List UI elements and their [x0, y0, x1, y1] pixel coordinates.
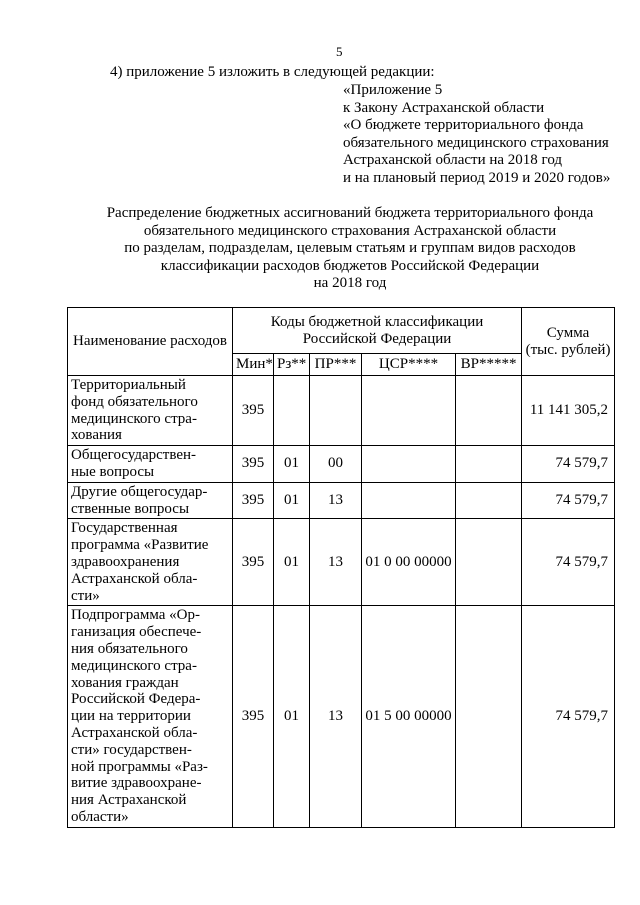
row-name-line: хования [71, 427, 122, 444]
row-name [68, 376, 233, 446]
row-name-line: области» [71, 808, 129, 825]
table-row [68, 519, 615, 606]
title-line: на 2018 год [313, 275, 387, 291]
row-name-line: ственные вопросы [71, 500, 190, 517]
row-name-line: здравоохранения [71, 553, 180, 570]
header-sum-label: Сумма [546, 324, 590, 341]
row-min: 395 [233, 482, 274, 519]
row-name-line: ции на территории [71, 708, 191, 725]
row-sum: 11 141 305,2 [522, 376, 615, 446]
row-pr: 13 [310, 606, 362, 827]
appendix-header-line: «О бюджете территориального фонда [343, 117, 584, 133]
title-line: по разделам, подразделам, целевым статьям и группам видов расходов [124, 240, 576, 256]
row-name-line: Астраханской обла- [71, 724, 198, 741]
table-row [68, 482, 615, 519]
row-name-line: ные вопросы [71, 463, 155, 480]
header-sum [522, 308, 615, 376]
row-csr: 01 0 00 00000 [362, 519, 456, 606]
table-row [68, 446, 615, 483]
row-name-line: Другие общегосудар- [71, 483, 208, 500]
row-name-line: фонд обязательного [71, 393, 198, 410]
row-name-line: Территориальный [71, 377, 186, 393]
appendix-header-line: «Приложение 5 [343, 82, 443, 98]
row-rz: 01 [274, 446, 310, 483]
row-name-line: Астраханской обла- [71, 570, 198, 587]
title-line: Распределение бюджетных ассигнований бюджета территориального фонда [106, 205, 594, 221]
row-sum: 74 579,7 [522, 446, 615, 483]
row-name-line: Государственная [71, 520, 178, 537]
title-line: обязательного медицинского страхования Астраханской области [143, 222, 557, 239]
row-csr [362, 446, 456, 483]
row-vr [456, 519, 522, 606]
row-name-line: ния обязательного [71, 640, 188, 657]
amendment-instruction: 4) приложение 5 изложить в следующей редакции: [110, 64, 435, 80]
appendix-header-line: к Закону Астраханской области [343, 99, 545, 116]
row-vr [456, 446, 522, 483]
row-csr [362, 482, 456, 519]
row-csr [362, 376, 456, 446]
row-name-line: Общегосударствен- [71, 447, 197, 464]
row-vr [456, 606, 522, 827]
row-rz [274, 376, 310, 446]
title-line: классификации расходов бюджетов Российской Федерации [160, 257, 540, 274]
row-rz: 01 [274, 606, 310, 827]
row-name [68, 519, 233, 606]
row-min: 395 [233, 606, 274, 827]
row-sum: 74 579,7 [522, 519, 615, 606]
row-csr: 01 5 00 00000 [362, 606, 456, 827]
row-name [68, 446, 233, 483]
row-vr [456, 482, 522, 519]
document-title [60, 205, 640, 293]
row-rz: 01 [274, 482, 310, 519]
appendix-header [343, 82, 610, 187]
appendix-header-line: обязательного медицинского страхования [343, 134, 609, 151]
row-name [68, 482, 233, 519]
row-name-line: витие здравоохране- [71, 775, 202, 792]
row-name-line: медицинского стра- [71, 410, 197, 427]
row-name-line: Российской Федера- [71, 691, 201, 708]
row-pr: 00 [310, 446, 362, 483]
row-name-line: сти» государствен- [71, 741, 192, 758]
row-name-line: программа «Развитие [71, 537, 209, 554]
appendix-header-line: Астраханской области на 2018 год [343, 152, 563, 168]
row-name-line: Подпрограмма «Ор- [71, 607, 200, 624]
appendix-header-line: и на плановый период 2019 и 2020 годов» [343, 169, 611, 186]
row-min: 395 [233, 376, 274, 446]
row-name-line: сти» [71, 587, 100, 604]
header-vr: ВР***** [456, 354, 522, 376]
row-name-line: ной программы «Раз- [71, 758, 208, 775]
row-min: 395 [233, 446, 274, 483]
row-name-line: медицинского стра- [71, 657, 197, 674]
row-rz: 01 [274, 519, 310, 606]
header-min: Мин* [233, 354, 274, 376]
row-pr [310, 376, 362, 446]
row-name-line: ганизация обеспече- [71, 624, 202, 641]
budget-table [67, 307, 615, 828]
header-rz: Рз** [274, 354, 310, 376]
table-row [68, 606, 615, 827]
page-number: 5 [336, 44, 343, 59]
row-name [68, 606, 233, 827]
row-sum: 74 579,7 [522, 482, 615, 519]
row-pr: 13 [310, 519, 362, 606]
table-row [68, 376, 615, 446]
header-csr: ЦСР**** [362, 354, 456, 376]
row-min: 395 [233, 519, 274, 606]
header-name: Наименование расходов [68, 308, 233, 376]
row-name-line: ния Астраханской [71, 792, 187, 809]
header-codes: Коды бюджетной классификации Российской Федерации [233, 308, 522, 354]
row-pr: 13 [310, 482, 362, 519]
header-sum-unit: (тыс. рублей) [525, 341, 611, 358]
row-sum: 74 579,7 [522, 606, 615, 827]
header-pr: ПР*** [310, 354, 362, 376]
row-vr [456, 376, 522, 446]
row-name-line: хования граждан [71, 674, 179, 691]
